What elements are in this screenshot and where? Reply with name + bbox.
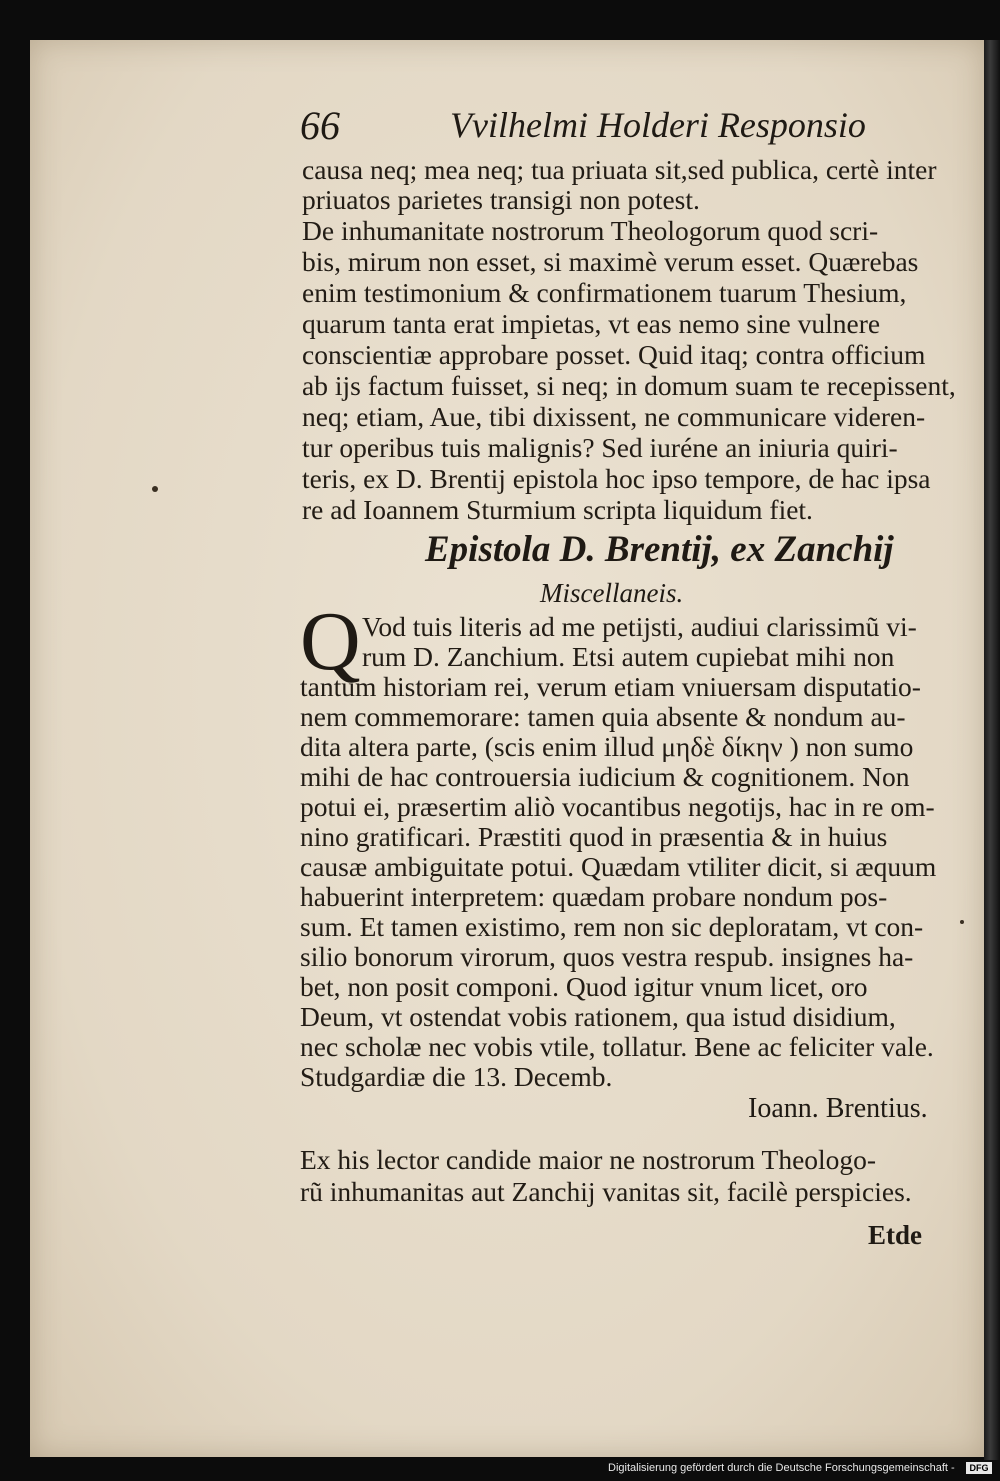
body-text-top: [302, 154, 956, 525]
text-line: Vod tuis literis ad me petijsti, audiui clarissimũ vi-: [362, 611, 917, 642]
text-line: bis, mirum non esset, si maximè verum esset. Quærebas: [302, 246, 919, 277]
text-line: priuatos parietes transigi non potest.: [302, 184, 700, 215]
text-line: Ex his lector candide maior ne nostrorum Theologo-: [300, 1144, 877, 1175]
text-line: Studgardiæ die 13. Decemb.: [300, 1061, 613, 1092]
closing-text: [300, 1145, 950, 1255]
text-line: nino gratificari. Præstiti quod in præsentia & in huius: [300, 821, 888, 852]
paper-speck: [152, 486, 158, 492]
book-spine-edge: [984, 40, 1000, 1460]
text-line: re ad Ioannem Sturmium scripta liquidum fiet.: [302, 494, 813, 525]
page-number: 66: [300, 103, 340, 148]
digitization-credit: Digitalisierung gefördert durch die Deutsche Forschungsgemeinschaft -: [608, 1462, 955, 1474]
letter-signature: Ioann. Brentius.: [748, 1093, 928, 1124]
text-line: De inhumanitate nostrorum Theologorum quod scri-: [302, 215, 879, 246]
paper-speck: [960, 920, 964, 924]
page-header: [300, 102, 866, 154]
letter-text: [300, 612, 950, 1092]
section-heading: Epistola D. Brentij, ex Zanchij: [425, 529, 894, 570]
text-line: nem commemorare: tamen quia absente & nondum au-: [300, 701, 906, 732]
text-line: neq; etiam, Aue, tibi dixissent, ne communicare videren-: [302, 401, 926, 432]
text-line: Deum, vt ostendat vobis rationem, qua istud disidium,: [300, 1001, 896, 1032]
text-line: rum D. Zanchium. Etsi autem cupiebat mihi non: [362, 641, 895, 672]
text-line: causa neq; mea neq; tua priuata sit,sed publica, certè inter: [302, 154, 937, 185]
text-line: nec scholæ nec vobis vtile, tollatur. Bene ac feliciter vale.: [300, 1031, 934, 1062]
text-line: teris, ex D. Brentij epistola hoc ipso tempore, de hac ipsa: [302, 463, 931, 494]
text-line: sum. Et tamen existimo, rem non sic deploratam, vt con-: [300, 911, 924, 942]
text-line: mihi de hac controuersia iudicium & cognitionem. Non: [300, 761, 910, 792]
text-line: rũ inhumanitas aut Zanchij vanitas sit, facilè perspicies.: [300, 1176, 912, 1207]
text-line: silio bonorum virorum, quos vestra respub. insignes ha-: [300, 941, 914, 972]
text-line: quarum tanta erat impietas, vt eas nemo sine vulnere: [302, 308, 881, 339]
text-line: ab ijs factum fuisset, si neq; in domum suam te recepissent,: [302, 370, 956, 401]
catchword: Etde: [868, 1220, 922, 1250]
section-subheading: Miscellaneis.: [540, 578, 684, 608]
text-line: habuerint interpretem: quædam probare nondum pos-: [300, 881, 888, 912]
text-line: causæ ambiguitate potui. Quædam vtiliter dicit, si æquum: [300, 851, 937, 882]
text-line: dita altera parte, (scis enim illud μηδὲ δίκην ) non sumo: [300, 731, 914, 762]
running-title: Vvilhelmi Holderi Responsio: [450, 105, 866, 145]
text-line: potui ei, præsertim aliò vocantibus negotijs, hac in re om-: [300, 791, 935, 822]
text-line: conscientiæ approbare posset. Quid itaq; contra officium: [302, 339, 926, 370]
text-line: tur operibus tuis malignis? Sed iuréne an iniuria quiri-: [302, 432, 898, 463]
text-line: enim testimonium & confirmationem tuarum Thesium,: [302, 277, 907, 308]
dfg-logo: DFG: [966, 1462, 992, 1474]
text-line: bet, non posit componi. Quod igitur vnum licet, oro: [300, 971, 868, 1002]
text-line: tantum historiam rei, verum etiam vniuersam disputatio-: [300, 671, 921, 702]
drop-cap-initial: Q: [300, 595, 361, 688]
